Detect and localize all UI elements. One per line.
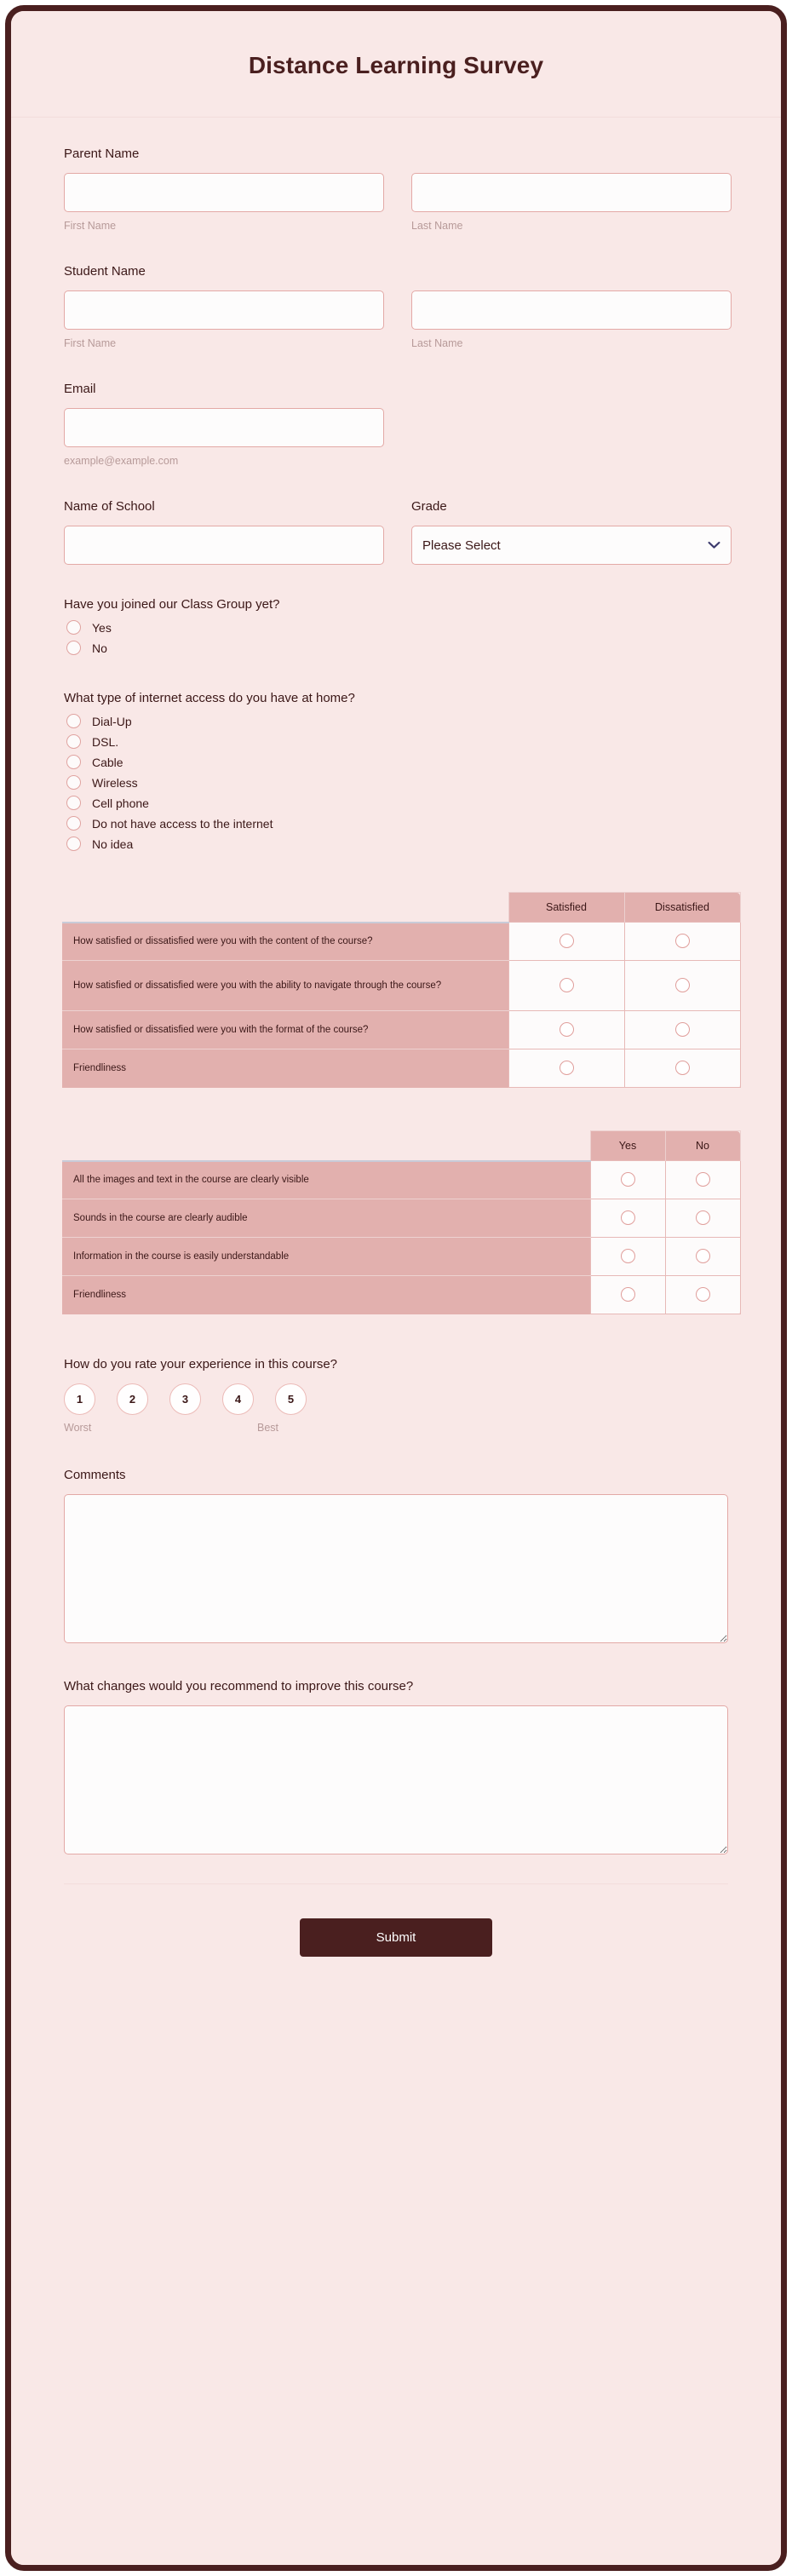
matrix-cell-dissatisfied[interactable] (624, 1049, 740, 1088)
parent-last-name-sublabel: Last Name (411, 220, 463, 232)
radio-circle-icon (675, 934, 690, 948)
class-group-question-label: Have you joined our Class Group yet? (64, 597, 280, 612)
matrix-cell-dissatisfied[interactable] (624, 1011, 740, 1049)
changes-textarea[interactable] (64, 1705, 728, 1854)
matrix-row-label: Sounds in the course are clearly audible (62, 1199, 590, 1238)
radio-option-label: Cable (92, 755, 123, 769)
table-row (62, 1238, 740, 1276)
radio-circle-icon (675, 1022, 690, 1037)
grade-select-wrap (411, 526, 732, 565)
rating-low-caption: Worst (64, 1422, 92, 1434)
form-body (11, 118, 781, 1994)
field-student-name (64, 264, 728, 349)
field-email (64, 382, 728, 467)
survey-form-card (11, 11, 781, 2565)
matrix-row-label: Friendliness (62, 1049, 508, 1088)
rating-question-label: How do you rate your experience in this course? (64, 1357, 338, 1371)
matrix-cell-satisfied[interactable] (508, 961, 624, 1011)
radio-circle-icon (621, 1287, 635, 1302)
student-last-name-group (411, 290, 732, 349)
comments-textarea[interactable] (64, 1494, 728, 1643)
form-footer (64, 1883, 728, 1994)
parent-first-name-sublabel: First Name (64, 220, 117, 232)
question-class-group (64, 597, 728, 655)
radio-circle-icon (66, 796, 81, 810)
radio-option-no-idea[interactable] (64, 837, 728, 851)
table-row (62, 923, 740, 961)
grade-group (411, 499, 732, 565)
email-spacer (411, 408, 732, 467)
grade-select-value: Please Select (422, 538, 501, 553)
table-row (62, 1276, 740, 1314)
radio-circle-icon (66, 734, 81, 749)
radio-circle-icon (560, 1061, 574, 1075)
student-first-name-group (64, 290, 384, 349)
table-row (62, 1049, 740, 1088)
radio-option-label: Do not have access to the internet (92, 816, 273, 831)
radio-circle-icon (66, 755, 81, 769)
form-header (11, 11, 781, 118)
table-row (62, 1011, 740, 1049)
email-label: Email (64, 382, 96, 396)
rating-item-3 (169, 1383, 202, 1415)
school-input[interactable] (64, 526, 384, 565)
grade-select[interactable] (411, 526, 732, 565)
radio-circle-icon (621, 1172, 635, 1187)
question-internet-access (64, 691, 728, 851)
radio-option-label: No idea (92, 837, 134, 851)
radio-option-label: Cell phone (92, 796, 149, 810)
matrix-header-row (62, 1131, 740, 1161)
matrix-cell-no[interactable] (665, 1161, 740, 1199)
parent-first-name-input[interactable] (64, 173, 384, 212)
radio-circle-icon (560, 978, 574, 992)
parent-name-label: Parent Name (64, 147, 140, 161)
school-group (64, 499, 384, 565)
matrix-column-header-dissatisfied: Dissatisfied (624, 893, 740, 923)
radio-option-label: Dial-Up (92, 714, 132, 728)
student-first-name-sublabel: First Name (64, 337, 117, 349)
radio-option-label: No (92, 641, 107, 655)
rating-item-2 (117, 1383, 149, 1415)
rating-button-2[interactable]: 2 (117, 1383, 148, 1415)
radio-option-cell-phone[interactable] (64, 796, 728, 810)
student-last-name-sublabel: Last Name (411, 337, 463, 349)
radio-circle-icon (696, 1249, 710, 1263)
radio-option-no[interactable] (64, 641, 728, 655)
radio-circle-icon (675, 1061, 690, 1075)
field-school-grade (64, 499, 728, 565)
radio-circle-icon (66, 641, 81, 655)
radio-circle-icon (696, 1172, 710, 1187)
matrix-cell-yes[interactable] (590, 1276, 665, 1314)
matrix-row-label: How satisfied or dissatisfied were you with the ability to navigate through the course? (62, 961, 508, 1011)
matrix-row-label: All the images and text in the course are clearly visible (62, 1161, 590, 1199)
radio-circle-icon (66, 816, 81, 831)
email-sublabel: example@example.com (64, 455, 179, 467)
matrix-corner-cell (62, 893, 508, 923)
table-row (62, 961, 740, 1011)
radio-option-label: Wireless (92, 775, 138, 790)
matrix-cell-satisfied[interactable] (508, 923, 624, 961)
rating-captions (64, 1422, 278, 1434)
radio-circle-icon (66, 714, 81, 728)
changes-label: What changes would you recommend to improve this course? (64, 1679, 414, 1693)
radio-option-wireless[interactable] (64, 775, 728, 790)
matrix-column-header-no: No (665, 1131, 740, 1161)
rating-button-4[interactable]: 4 (222, 1383, 254, 1415)
radio-circle-icon (560, 1022, 574, 1037)
radio-circle-icon (560, 934, 574, 948)
radio-option-dsl[interactable] (64, 734, 728, 749)
parent-last-name-input[interactable] (411, 173, 732, 212)
radio-circle-icon (621, 1249, 635, 1263)
matrix-row-label: Information in the course is easily understandable (62, 1238, 590, 1276)
matrix-yesno-table (62, 1130, 741, 1314)
parent-first-name-group (64, 173, 384, 232)
radio-option-dial-up[interactable] (64, 714, 728, 728)
radio-circle-icon (66, 620, 81, 635)
matrix-yesno (64, 1130, 728, 1314)
internet-access-radio-group (64, 714, 728, 851)
field-comments (64, 1468, 728, 1643)
radio-circle-icon (66, 775, 81, 790)
radio-option-no-access[interactable] (64, 816, 728, 831)
survey-page-frame (5, 5, 787, 2571)
rating-button-5[interactable]: 5 (275, 1383, 307, 1415)
comments-label: Comments (64, 1468, 126, 1482)
field-changes (64, 1679, 728, 1854)
submit-button[interactable]: Submit (300, 1918, 492, 1957)
rating-scale-block (64, 1357, 728, 1434)
radio-circle-icon (696, 1287, 710, 1302)
matrix-column-header-yes: Yes (590, 1131, 665, 1161)
matrix-cell-yes[interactable] (590, 1199, 665, 1238)
class-group-radio-group (64, 620, 728, 655)
radio-option-cable[interactable] (64, 755, 728, 769)
rating-button-1[interactable]: 1 (64, 1383, 95, 1415)
rating-item-5 (275, 1383, 307, 1415)
matrix-row-label: Friendliness (62, 1276, 590, 1314)
matrix-row-label: How satisfied or dissatisfied were you with the format of the course? (62, 1011, 508, 1049)
radio-circle-icon (66, 837, 81, 851)
rating-high-caption: Best (256, 1422, 278, 1434)
email-group (64, 408, 384, 467)
matrix-cell-satisfied[interactable] (508, 1011, 624, 1049)
parent-last-name-group (411, 173, 732, 232)
matrix-cell-satisfied[interactable] (508, 1049, 624, 1088)
radio-option-label: DSL. (92, 734, 119, 749)
matrix-column-header-satisfied: Satisfied (508, 893, 624, 923)
rating-options-row (64, 1383, 728, 1415)
matrix-cell-no[interactable] (665, 1276, 740, 1314)
radio-circle-icon (675, 978, 690, 992)
matrix-satisfaction (64, 892, 728, 1088)
student-last-name-input[interactable] (411, 290, 732, 330)
student-first-name-input[interactable] (64, 290, 384, 330)
matrix-cell-yes[interactable] (590, 1161, 665, 1199)
internet-access-question-label: What type of internet access do you have at home? (64, 691, 355, 705)
matrix-corner-cell (62, 1131, 590, 1161)
matrix-cell-no[interactable] (665, 1238, 740, 1276)
matrix-satisfaction-table (62, 892, 741, 1088)
matrix-cell-no[interactable] (665, 1199, 740, 1238)
page-title: Distance Learning Survey (248, 52, 544, 78)
field-parent-name (64, 147, 728, 232)
grade-label: Grade (411, 499, 447, 514)
rating-item-4 (222, 1383, 255, 1415)
radio-circle-icon (696, 1210, 710, 1225)
student-name-label: Student Name (64, 264, 146, 279)
radio-option-label: Yes (92, 620, 112, 635)
rating-button-3[interactable]: 3 (169, 1383, 201, 1415)
email-input[interactable] (64, 408, 384, 447)
radio-option-yes[interactable] (64, 620, 728, 635)
table-row (62, 1199, 740, 1238)
matrix-cell-dissatisfied[interactable] (624, 923, 740, 961)
matrix-cell-dissatisfied[interactable] (624, 961, 740, 1011)
matrix-header-row (62, 893, 740, 923)
school-label: Name of School (64, 499, 155, 514)
table-row (62, 1161, 740, 1199)
radio-circle-icon (621, 1210, 635, 1225)
matrix-cell-yes[interactable] (590, 1238, 665, 1276)
rating-item-1 (64, 1383, 96, 1415)
matrix-row-label: How satisfied or dissatisfied were you with the content of the course? (62, 923, 508, 961)
